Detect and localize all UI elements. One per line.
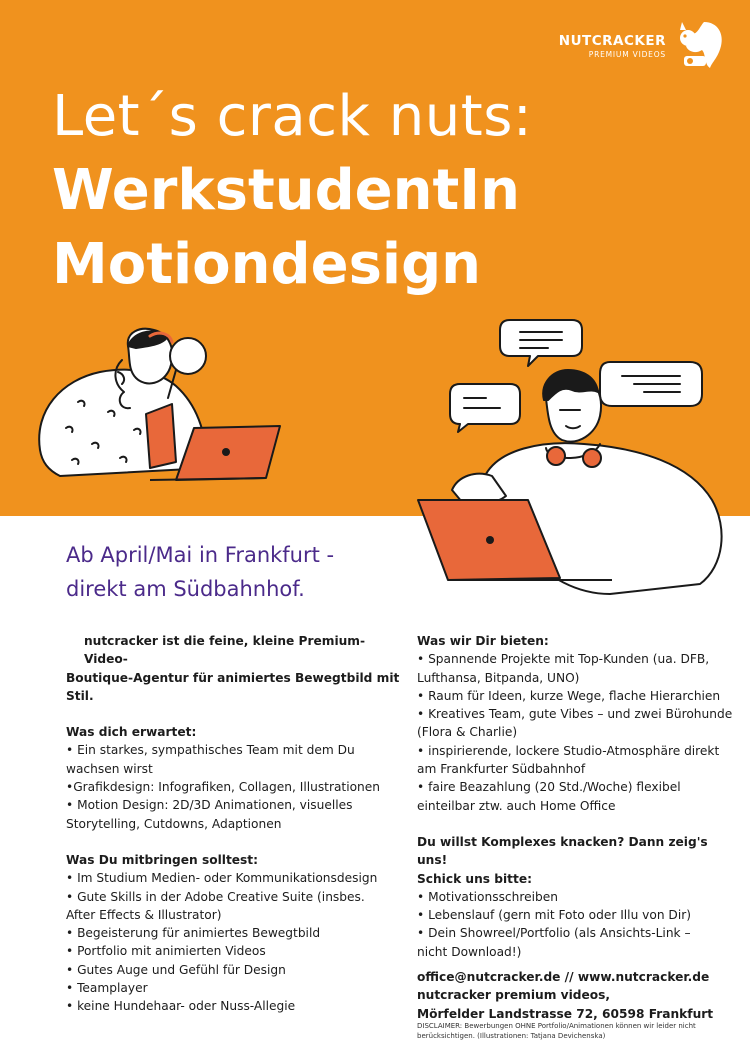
bring-heading: Was Du mitbringen solltest:	[66, 852, 258, 867]
logo-name: NUTCRACKER	[558, 33, 666, 49]
location-line-2: direkt am Südbahnhof.	[66, 577, 305, 601]
list-item: Storytelling, Cutdowns, Adaptionen	[66, 816, 282, 831]
list-item: am Frankfurter Südbahnhof	[417, 762, 586, 777]
list-item: • Portfolio mit animierten Videos	[66, 944, 266, 959]
list-item: After Effects & Illustrator)	[66, 907, 222, 922]
list-item: einteilbar ztw. auch Home Office	[417, 798, 616, 813]
list-item: • Teamplayer	[66, 981, 148, 996]
intro-line-1: nutcracker ist die feine, kleine Premium-Video-	[84, 634, 366, 667]
expect-heading: Was dich erwartet:	[66, 725, 197, 740]
list-item: • Motion Design: 2D/3D Animationen, visuelles	[66, 798, 353, 813]
contact-links[interactable]: office@nutcracker.de // www.nutcracker.de	[417, 970, 710, 984]
offer-heading: Was wir Dir bieten:	[417, 634, 549, 648]
apply-heading-1: Du willst Komplexes knacken? Dann zeig's uns!	[417, 834, 708, 868]
left-column	[66, 632, 401, 1016]
apply-heading-2: Schick uns bitte:	[417, 871, 532, 886]
list-item: • Begeisterung für animiertes Bewegtbild	[66, 926, 321, 941]
headline-line-3: Motiondesign	[52, 232, 482, 297]
list-item: Lufthansa, Bitpanda, UNO)	[417, 670, 580, 685]
list-item: • Spannende Projekte mit Top-Kunden (ua. DFB,	[417, 652, 710, 667]
intro-line-3: Stil.	[66, 688, 94, 703]
list-item: • faire Beazahlung (20 Std./Woche) flexibel	[417, 780, 681, 795]
list-item: nicht Download!)	[417, 944, 522, 959]
contact-block	[417, 968, 742, 1023]
list-item: • Gutes Auge und Gefühl für Design	[66, 962, 286, 977]
list-item: • Motivationsschreiben	[417, 889, 558, 904]
list-item: • keine Hundehaar- oder Nuss-Allegie	[66, 999, 296, 1014]
intro-line-2: Boutique-Agentur für animiertes Bewegtbild mit	[66, 670, 400, 685]
list-item: •Grafikdesign: Infografiken, Collagen, Illustrationen	[66, 780, 380, 795]
headline-line-2: WerkstudentIn	[52, 158, 520, 223]
right-column	[417, 632, 742, 961]
disclaimer	[417, 1021, 735, 1041]
woman-illustration	[39, 329, 208, 476]
list-item: • Dein Showreel/Portfolio (als Ansichts-Link –	[417, 926, 691, 941]
company-address: Mörfelder Landstrasse 72, 60598 Frankfurt	[417, 1006, 714, 1021]
list-item: • Gute Skills in der Adobe Creative Suite (insbes.	[66, 889, 365, 904]
list-item: wachsen wirst	[66, 761, 153, 776]
location-heading	[66, 538, 334, 606]
list-item: • Lebenslauf (gern mit Foto oder Illu von Dir)	[417, 908, 691, 923]
headline-line-1: Let´s crack nuts:	[52, 84, 533, 149]
list-item: • Kreatives Team, gute Vibes – und zwei Bürohunde	[417, 707, 733, 722]
list-item: • Raum für Ideen, kurze Wege, flache Hierarchien	[417, 688, 721, 703]
list-item: • Im Studium Medien- oder Kommunikationsdesign	[66, 871, 378, 886]
list-item: • Ein starkes, sympathisches Team mit dem Du	[66, 743, 355, 758]
company-name: nutcracker premium videos,	[417, 988, 611, 1003]
logo-subtitle: PREMIUM VIDEOS	[588, 50, 666, 59]
disclaimer-line-2: berücksichtigen. (Illustrationen: Tatjana Devichenska)	[417, 1032, 606, 1040]
location-line-1: Ab April/Mai in Frankfurt -	[66, 543, 335, 567]
list-item: • inspirierende, lockere Studio-Atmosphäre direkt	[417, 743, 720, 758]
list-item: (Flora & Charlie)	[417, 725, 518, 740]
disclaimer-line-1: DISCLAIMER: Bewerbungen OHNE Portfolio/Animationen können wir leider nicht	[417, 1022, 696, 1030]
